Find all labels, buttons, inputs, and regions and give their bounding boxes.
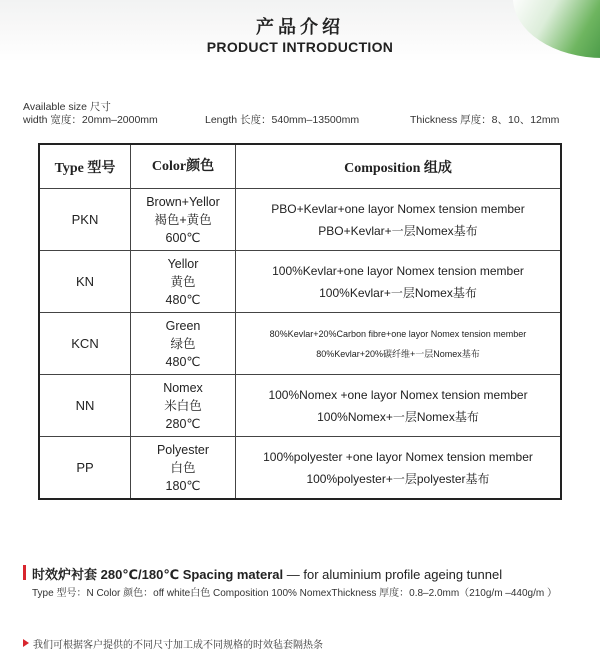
color-cn: 褐色+黄色 — [154, 212, 212, 227]
composition-cn: PBO+Kevlar+一层Nomex基布 — [318, 223, 478, 238]
thickness-spec: Thickness 厚度：8、10、12mm — [410, 114, 560, 126]
color-cell — [131, 437, 236, 500]
section-title — [32, 564, 502, 583]
table-row — [39, 189, 561, 251]
section-title-bold: 时效炉衬套 280℃/180℃ Spacing materal — [32, 567, 284, 582]
composition-en: PBO+Kevlar+one layor Nomex tension member — [271, 201, 525, 216]
temperature: 480℃ — [165, 292, 201, 307]
note-bullet-icon — [23, 639, 29, 647]
color-cell — [131, 313, 236, 375]
composition-en: 100%Nomex +one layor Nomex tension member — [268, 387, 528, 402]
type-cell: PKN — [39, 189, 131, 251]
section-detail: Type 型号：N Color 颜色：off white白色 Composition 100% NomexThickness 厚度：0.8–2.0mm（210g/m –440g/m ） — [32, 588, 558, 599]
temperature: 480℃ — [165, 354, 201, 369]
composition-cn: 100%Nomex+一层Nomex基布 — [317, 409, 479, 424]
composition-cell — [236, 437, 562, 500]
composition-cn: 100%Kevlar+一层Nomex基布 — [319, 285, 477, 300]
table-row — [39, 251, 561, 313]
temperature: 600℃ — [165, 230, 201, 245]
composition-cell — [236, 189, 562, 251]
footnote: 我们可根据客户提供的不同尺寸加工成不同规格的时效毡套隔热条 — [33, 640, 323, 651]
color-en: Nomex — [163, 380, 203, 395]
header-color: Color颜色 — [131, 144, 236, 189]
table-row — [39, 375, 561, 437]
type-cell: PP — [39, 437, 131, 500]
color-cell — [131, 375, 236, 437]
section-marker-bar — [23, 565, 26, 580]
composition-en: 100%polyester +one layor Nomex tension member — [263, 449, 533, 464]
color-cn: 白色 — [170, 460, 196, 475]
composition-cell — [236, 251, 562, 313]
type-cell: NN — [39, 375, 131, 437]
composition-cn: 80%Kevlar+20%碳纤维+一层Nomex基布 — [316, 348, 480, 359]
color-en: Green — [165, 318, 201, 333]
temperature: 280℃ — [165, 416, 201, 431]
composition-cell — [236, 375, 562, 437]
table-header-row — [39, 144, 561, 189]
color-en: Polyester — [156, 442, 210, 457]
type-cell: KCN — [39, 313, 131, 375]
product-table — [38, 143, 562, 500]
composition-en: 100%Kevlar+one layor Nomex tension member — [272, 263, 524, 278]
composition-cell — [236, 313, 562, 375]
length-spec: Length 长度：540mm–13500mm — [205, 114, 360, 126]
color-en: Brown+Yellor — [146, 194, 220, 209]
section-title-rest: — for aluminium profile ageing tunnel — [283, 567, 503, 582]
table-row — [39, 437, 561, 500]
page-title-cn: 产品介绍 — [256, 17, 344, 38]
color-cell — [131, 189, 236, 251]
color-cn: 绿色 — [170, 336, 196, 351]
composition-en: 80%Kevlar+20%Carbon fibre+one layor Nomex tension member — [269, 328, 527, 339]
available-size-label: Available size 尺寸 — [23, 101, 111, 113]
color-cn: 黄色 — [170, 274, 196, 289]
page-title-en: PRODUCT INTRODUCTION — [206, 39, 394, 55]
width-spec: width 宽度：20mm–2000mm — [23, 114, 158, 126]
type-cell: KN — [39, 251, 131, 313]
table-row — [39, 313, 561, 375]
header-composition: Composition 组成 — [236, 144, 562, 189]
temperature: 180℃ — [165, 478, 201, 493]
color-en: Yellor — [167, 256, 199, 271]
color-cell — [131, 251, 236, 313]
color-cn: 米白色 — [164, 398, 202, 413]
composition-cn: 100%polyester+一层polyester基布 — [306, 471, 490, 486]
header-type: Type 型号 — [39, 144, 131, 189]
